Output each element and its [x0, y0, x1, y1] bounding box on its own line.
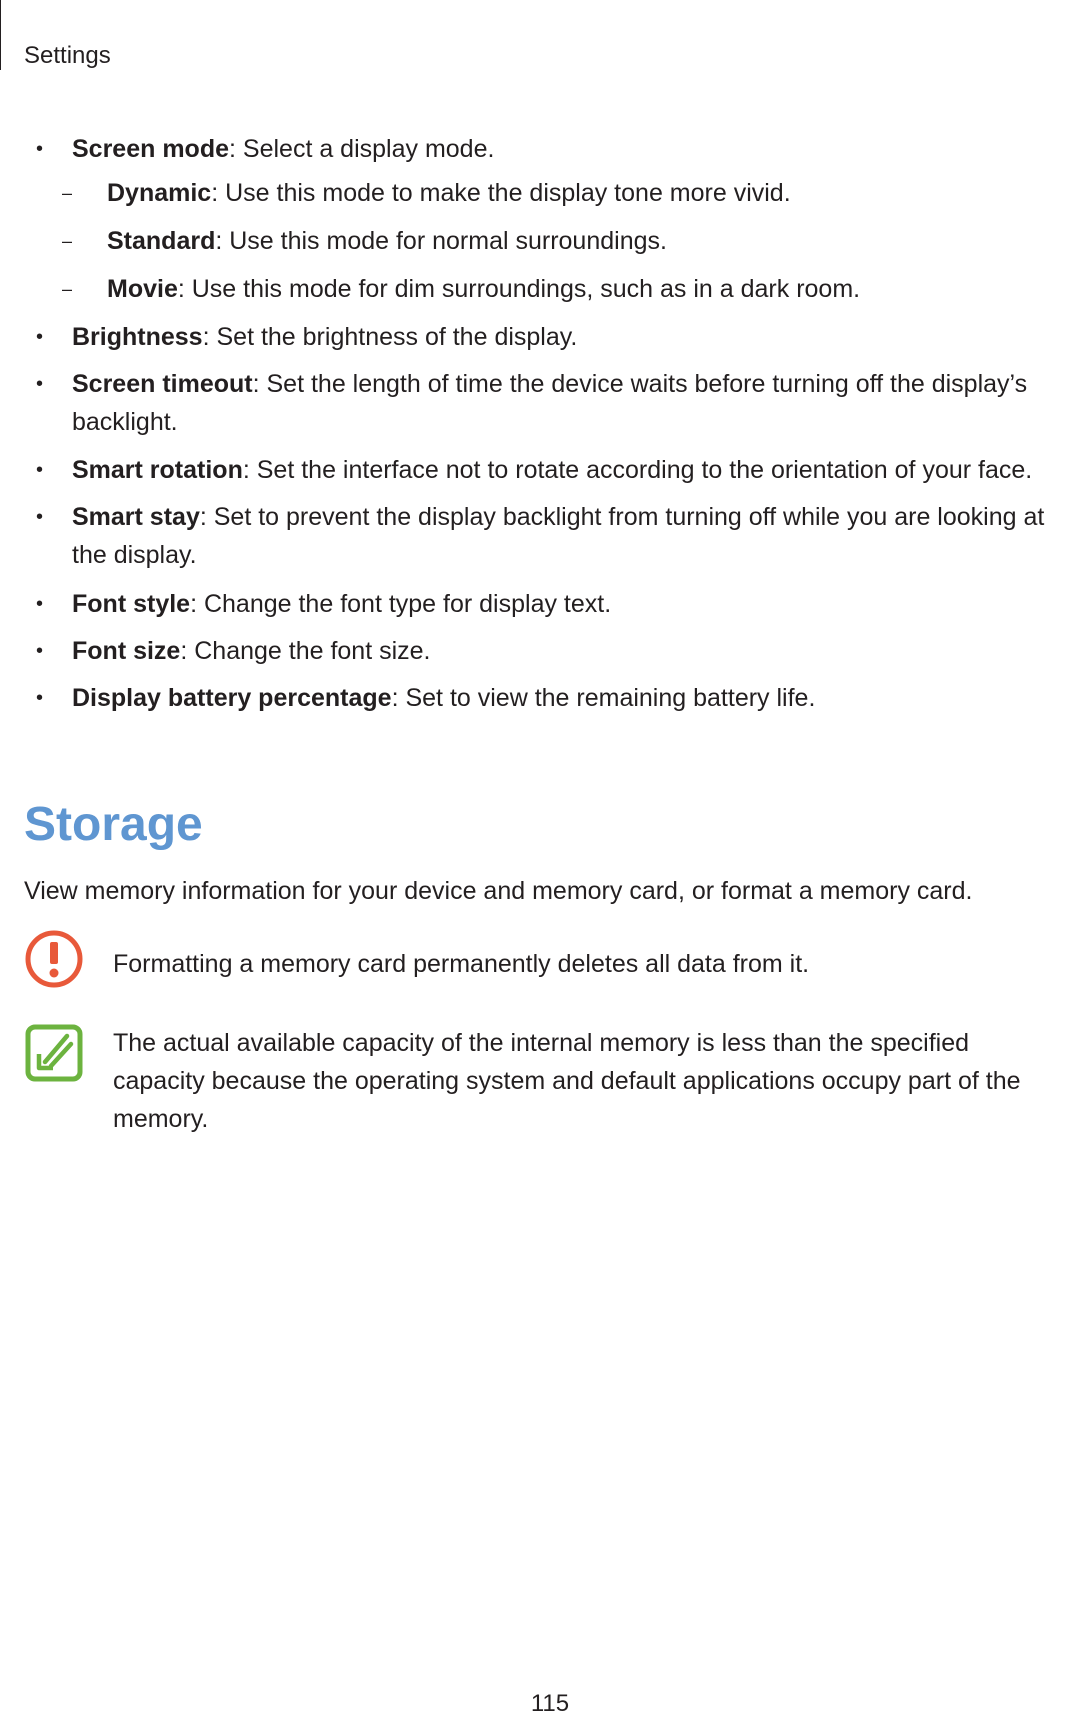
item-desc: : Set the interface not to rotate according to the orientation of your face. — [242, 456, 1033, 484]
bullet-icon: • — [36, 687, 44, 709]
item-term: Font style — [72, 590, 191, 618]
section-title: Storage — [24, 798, 203, 851]
note-icon — [25, 1024, 83, 1082]
item-term: Smart stay — [72, 503, 200, 531]
bullet-icon: • — [36, 459, 44, 481]
item-term: Font size — [72, 637, 181, 665]
item-term: Brightness — [72, 323, 203, 351]
item-term: Standard — [107, 227, 216, 255]
item-desc: : Set the brightness of the display. — [202, 323, 578, 351]
item-term: Movie — [107, 275, 178, 303]
item-desc: : Select a display mode. — [229, 135, 495, 163]
item-desc: : Use this mode for dim surroundings, such as in a dark room. — [177, 275, 861, 303]
item-desc: : Change the font type for display text. — [190, 590, 612, 618]
note-text: Formatting a memory card permanently deletes all data from it. — [113, 950, 810, 978]
item-desc: : Use this mode to make the display tone more vivid. — [211, 179, 791, 207]
note-text: The actual available capacity of the internal memory is less than the specified capacity because the operating system and default applications occupy part of the memory. — [113, 1029, 1021, 1133]
warning-icon — [25, 930, 83, 988]
dash-icon: – — [62, 279, 73, 299]
item-desc: : Set to prevent the display backlight from turning off while you are looking at the display. — [72, 503, 1045, 569]
item-desc: : Change the font size. — [180, 637, 431, 665]
item-term: Screen timeout — [72, 370, 253, 398]
item-desc: : Set to view the remaining battery life. — [391, 684, 816, 712]
item-term: Dynamic — [107, 179, 212, 207]
item-term: Screen mode — [72, 135, 230, 163]
bullet-icon: • — [36, 326, 44, 348]
item-desc: : Set the length of time the device waits before turning off the display’s backlight. — [72, 370, 1028, 436]
section-header: Settings — [24, 42, 111, 69]
dash-icon: – — [62, 231, 73, 251]
page-number: 115 — [530, 1690, 570, 1717]
item-desc: : Use this mode for normal surroundings. — [215, 227, 667, 255]
page-edge-line — [0, 0, 1, 70]
bullet-icon: • — [36, 506, 44, 528]
bullet-icon: • — [36, 593, 44, 615]
bullet-icon: • — [36, 138, 44, 160]
dash-icon: – — [62, 183, 73, 203]
section-description: View memory information for your device and memory card, or format a memory card. — [24, 877, 973, 905]
bullet-icon: • — [36, 640, 44, 662]
item-term: Display battery percentage — [72, 684, 392, 712]
bullet-icon: • — [36, 373, 44, 395]
item-term: Smart rotation — [72, 456, 243, 484]
